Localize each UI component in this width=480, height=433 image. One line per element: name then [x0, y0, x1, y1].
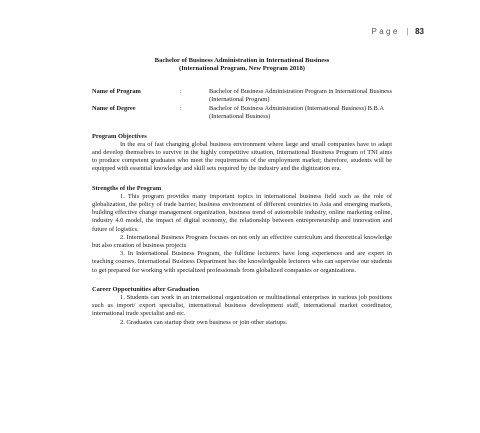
strength-item-2: 2. International Business Program focuses on not only an effective curriculum and theoretical knowledge but also creation of business projects: [92, 233, 392, 250]
title-line-2: (International Program, New Program 2018): [179, 65, 305, 73]
degree-name-colon: :: [180, 105, 182, 113]
program-info: [92, 88, 392, 122]
objectives-section: [92, 133, 392, 174]
program-name-row: [92, 88, 392, 104]
degree-name-row: [92, 105, 392, 121]
careers-section: [92, 286, 392, 327]
program-name-colon: :: [180, 87, 182, 95]
careers-heading: Career Opportunities after Graduation: [92, 285, 200, 293]
page-header-separator: |: [406, 27, 409, 36]
page-header-label: Page: [371, 27, 400, 36]
degree-name-label: Name of Degree: [92, 105, 136, 113]
title-line-1: Bachelor of Business Administration in International Business: [154, 57, 330, 64]
program-name-value: Bachelor of Business Administration Program in International Business (International Program): [209, 87, 392, 104]
page-number: 83: [415, 27, 424, 36]
document-body: [92, 57, 392, 327]
objectives-heading: Program Objectives: [92, 132, 147, 140]
strengths-heading: Strengths of the Program: [92, 184, 162, 192]
page-header: [371, 27, 424, 36]
career-item-2: 2. Graduates can startup their own business or join other startups.: [120, 318, 288, 326]
document-title: [92, 57, 392, 74]
objectives-text: In the era of fast changing global business environment where large and small companies have to adapt and develop themselves to survive in the highly competitive situation, International Business Program of TNI aims to produce competent graduates who meet the requirements of the employment market; therefore, students will be equipped with essential knowledge and skill sets required by the industry and the digitization era.: [92, 140, 392, 173]
career-item-1: 1. Students can work in an international organization or multinational enterprises in various job positions such as import/ export specialist, international business development staff, international market coordinator, international trade specialist and etc.: [92, 294, 392, 318]
degree-name-value: Bachelor of Business Administration (International Business) B.B.A (International Business): [209, 105, 384, 121]
strength-item-3: 3. In International Business Program, the fulltime lecturers have long experiences and are expert in teaching courses. International Business Department has the knowledgeable lecturers who can supervise our students to get prepared for working with specialized professionals from globalized companies or organizations.: [92, 250, 392, 274]
program-name-label: Name of Program: [92, 87, 141, 95]
strength-item-1: 1. This program provides many important topics in international business field such as the role of globalization, the policy of trade barrier, business environment of different countries in Asia and emerging markets, building effective change management organization, business trend of automobile industry, online marketing online, industry 4.0 model, the impact of digital economy, the relationship between entrepreneurship and innovation and future of logistics.: [92, 192, 392, 233]
strengths-section: [92, 185, 392, 275]
